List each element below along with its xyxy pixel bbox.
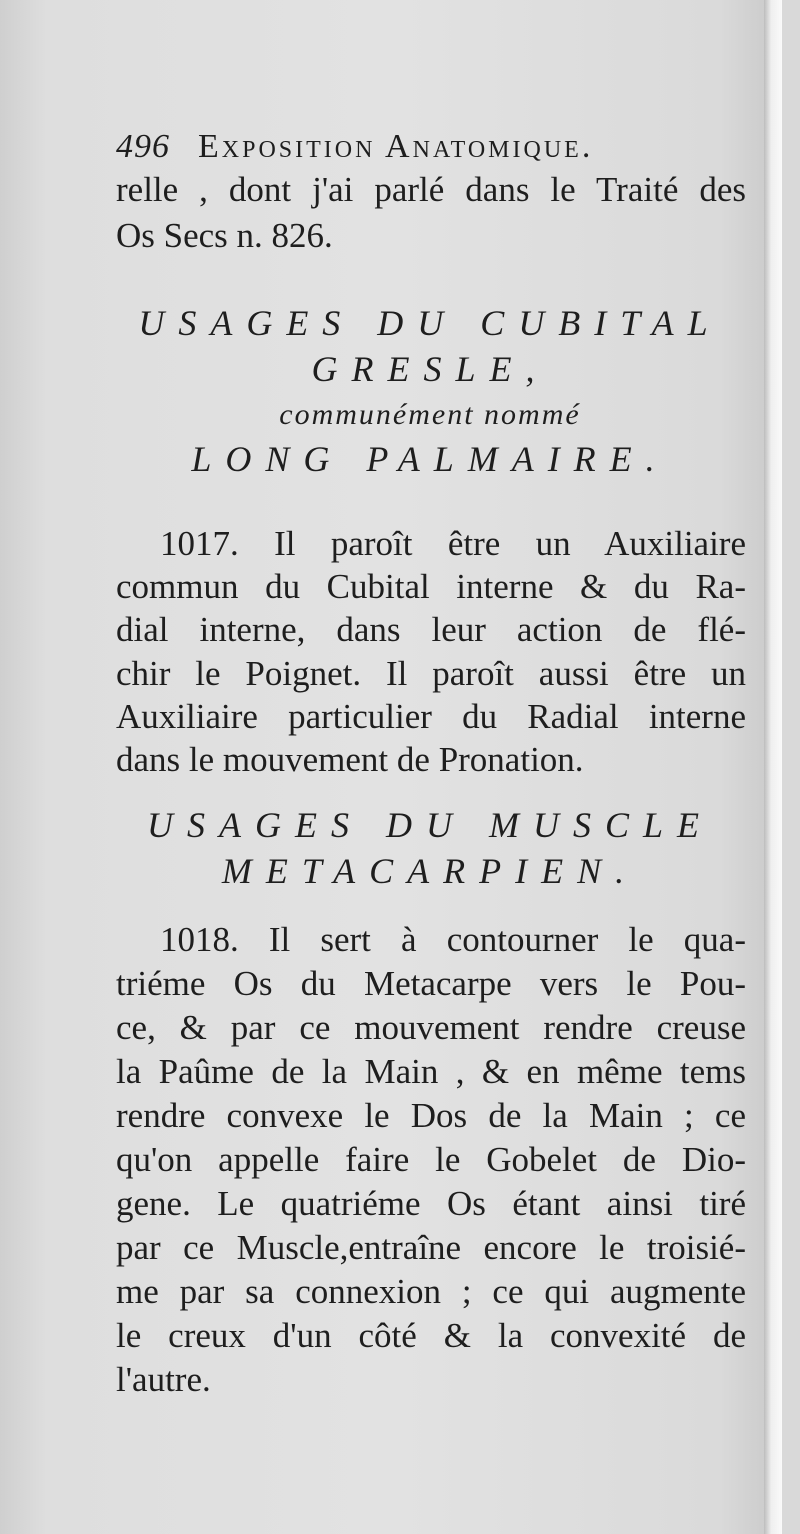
running-title: Exposition Anatomique. (198, 128, 594, 165)
paragraph-line: l'autre. (116, 1360, 211, 1399)
page-edge (764, 0, 782, 1534)
paragraph-line: 1018. Il sert à contourner le qua- (160, 920, 746, 959)
paragraph-line: gene. Le quatriéme Os étant ainsi tiré (116, 1184, 746, 1223)
paragraph-line: ce, & par ce mouvement rendre creuse (116, 1008, 746, 1047)
paragraph-line: par ce Muscle,entraîne encore le troisié- (116, 1228, 746, 1267)
paragraph-line: Auxiliaire particulier du Radial interne (116, 697, 746, 736)
section-heading: USAGES DU CUBITAL (138, 303, 722, 343)
paragraph-line: la Paûme de la Main , & en même tems (116, 1052, 746, 1091)
paragraph-line: chir le Poignet. Il paroît aussi être un (116, 654, 746, 693)
paragraph-line: dans le mouvement de Pronation. (116, 740, 584, 779)
section-subheading: communément nommé (279, 398, 581, 431)
section-heading: METACARPIEN. (221, 851, 639, 891)
paragraph-line: me par sa connexion ; ce qui augmente (116, 1272, 746, 1311)
section-heading: LONG PALMAIRE. (191, 439, 669, 479)
section-heading: GRESLE, (311, 349, 549, 389)
paragraph-line: le creux d'un côté & la convexité de (116, 1316, 746, 1355)
paragraph-line: rendre convexe le Dos de la Main ; ce (116, 1096, 746, 1135)
paragraph-line: 1017. Il paroît être un Auxiliaire (160, 524, 746, 563)
section-heading: USAGES DU MUSCLE (147, 805, 713, 845)
text-line: relle , dont j'ai parlé dans le Traité des (116, 170, 746, 209)
text-line: Os Secs n. 826. (116, 216, 333, 255)
page-number: 496 (116, 128, 170, 165)
paragraph-line: dial interne, dans leur action de flé- (116, 610, 746, 649)
paragraph-line: triéme Os du Metacarpe vers le Pou- (116, 964, 746, 1003)
paragraph-line: commun du Cubital interne & du Ra- (116, 567, 746, 606)
paragraph-line: qu'on appelle faire le Gobelet de Dio- (116, 1140, 746, 1179)
